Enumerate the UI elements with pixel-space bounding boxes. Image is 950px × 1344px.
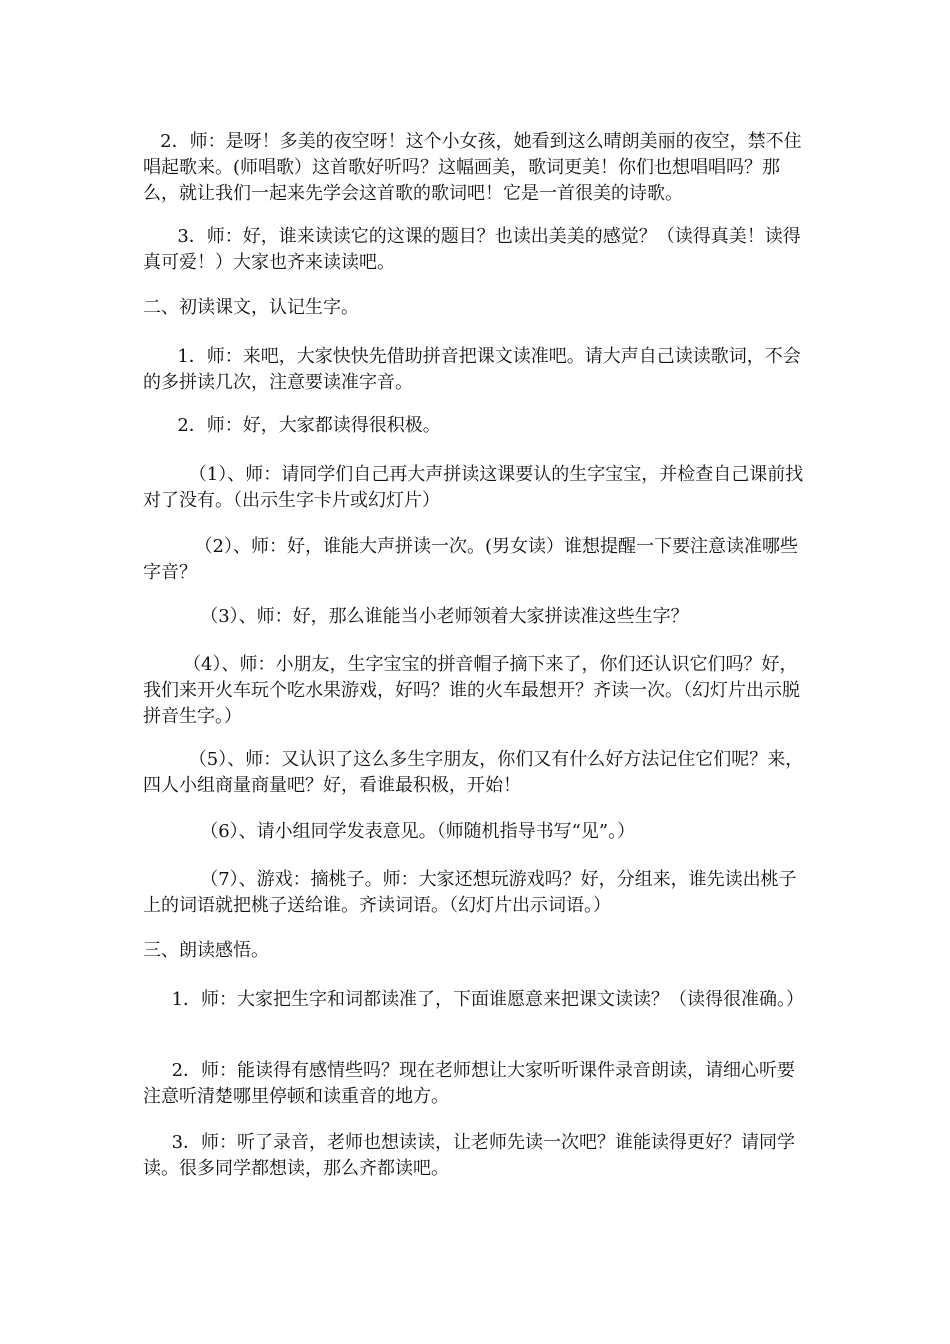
paragraph-reading-step-1: 1．师：大家把生字和词都读准了，下面谁愿意来把课文读读？（读得很准确。） [143, 989, 805, 1010]
paragraph-read-step-2: 2．师：好，大家都读得很积极。 [143, 415, 441, 436]
paragraph-substep-1: （1）、师：请同学们自己再大声拼读这课要认的生字宝宝，并检查自己课前找对了没有。（出示生字卡片或幻灯片） [143, 464, 804, 511]
paragraph-reading-step-2: 2．师：能读得有感情些吗？现在老师想让大家听听课件录音朗读，请细心听要注意听清楚哪里停顿和读重音的地方。 [143, 1060, 796, 1107]
paragraph-substep-7: （7）、游戏：摘桃子。师：大家还想玩游戏吗？好，分组来，谁先读出桃子上的词语就把桃子送给谁。齐读词语。（幻灯片出示词语。） [143, 869, 797, 916]
paragraph-reading-step-3: 3．师：听了录音，老师也想读读，让老师先读一次吧？谁能读得更好？请同学读。很多同学都想读，那么齐都读吧。 [143, 1132, 796, 1179]
paragraph-teacher-step-2: 2．师：是呀！多美的夜空呀！这个小女孩，她看到这么晴朗美丽的夜空，禁不住唱起歌来。(师唱歌）这首歌好听吗？这幅画美，歌词更美！你们也想唱唱吗？那么，就让我们一起来先学会这首歌的歌词吧！它是一首很美的诗歌。 [143, 131, 802, 204]
section-heading-3: 三、朗读感悟。 [143, 940, 269, 961]
section-heading-2: 二、初读课文，认记生字。 [143, 297, 359, 318]
paragraph-substep-5: （5）、师：又认识了这么多生字朋友，你们又有什么好方法记住它们呢？来，四人小组商量商量吧？好，看谁最积极，开始！ [143, 749, 804, 796]
paragraph-substep-3: （3）、师：好，那么谁能当小老师领着大家拼读准这些生字？ [143, 606, 689, 627]
paragraph-substep-2: （2）、师：好，谁能大声拼读一次。(男女读）谁想提醒一下要注意读准哪些字音？ [143, 536, 798, 583]
paragraph-read-step-1: 1．师：来吧，大家快快先借助拼音把课文读准吧。请大声自己读读歌词，不会的多拼读几次，注意要读准字音。 [143, 346, 801, 393]
paragraph-substep-6: （6）、请小组同学发表意见。（师随机指导书写“见”。） [143, 821, 636, 842]
paragraph-teacher-step-3: 3．师：好，谁来读读它的这课的题目？也读出美美的感觉？（读得真美！读得真可爱！）大家也齐来读读吧。 [143, 226, 801, 273]
paragraph-substep-4: （4）、师：小朋友，生字宝宝的拼音帽子摘下来了，你们还认识它们吗？好，我们来开火车玩个吃水果游戏，好吗？谁的火车最想开？齐读一次。（幻灯片出示脱拼音生字。） [143, 654, 800, 727]
